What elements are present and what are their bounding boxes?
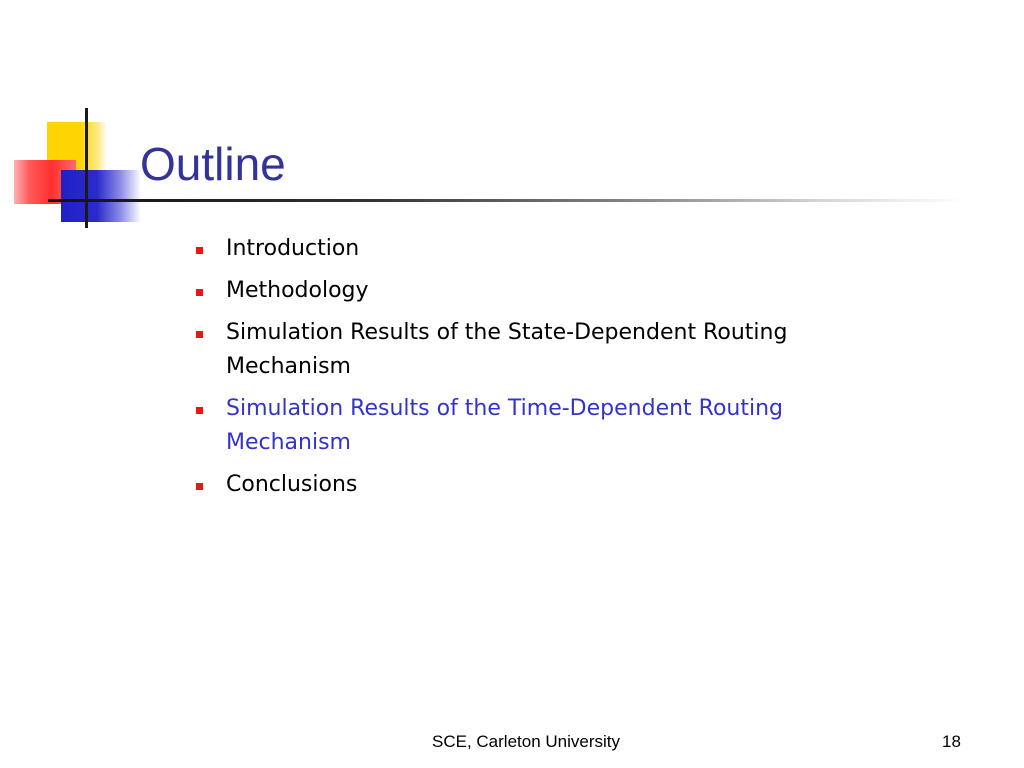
bullet-item-methodology — [192, 274, 892, 308]
bullet-item-conclusions — [192, 468, 892, 502]
bullet-text: Methodology — [226, 278, 369, 303]
bullet-square-icon — [196, 247, 203, 254]
decorative-vertical-line — [85, 108, 88, 228]
bullet-item-introduction — [192, 232, 892, 266]
bullet-square-icon — [196, 289, 203, 296]
title-underline — [48, 199, 968, 202]
bullet-text: Introduction — [226, 236, 360, 261]
decorative-blue-square — [61, 170, 141, 222]
bullet-square-icon — [196, 483, 203, 490]
bullet-square-icon — [196, 407, 203, 414]
bullet-text: Conclusions — [226, 472, 358, 497]
bullet-text: Simulation Results of the Time-Dependent Routing Mechanism — [226, 396, 784, 455]
bullet-item-state-dependent-results — [192, 316, 892, 384]
bullet-square-icon — [196, 331, 203, 338]
bullet-text: Simulation Results of the State-Dependent Routing Mechanism — [226, 320, 788, 379]
slide-title: Outline — [140, 138, 286, 190]
bullet-item-time-dependent-results — [192, 392, 892, 460]
footer-text: SCE, Carleton University — [432, 732, 621, 751]
page-number: 18 — [942, 732, 961, 751]
bullet-list — [192, 232, 892, 510]
